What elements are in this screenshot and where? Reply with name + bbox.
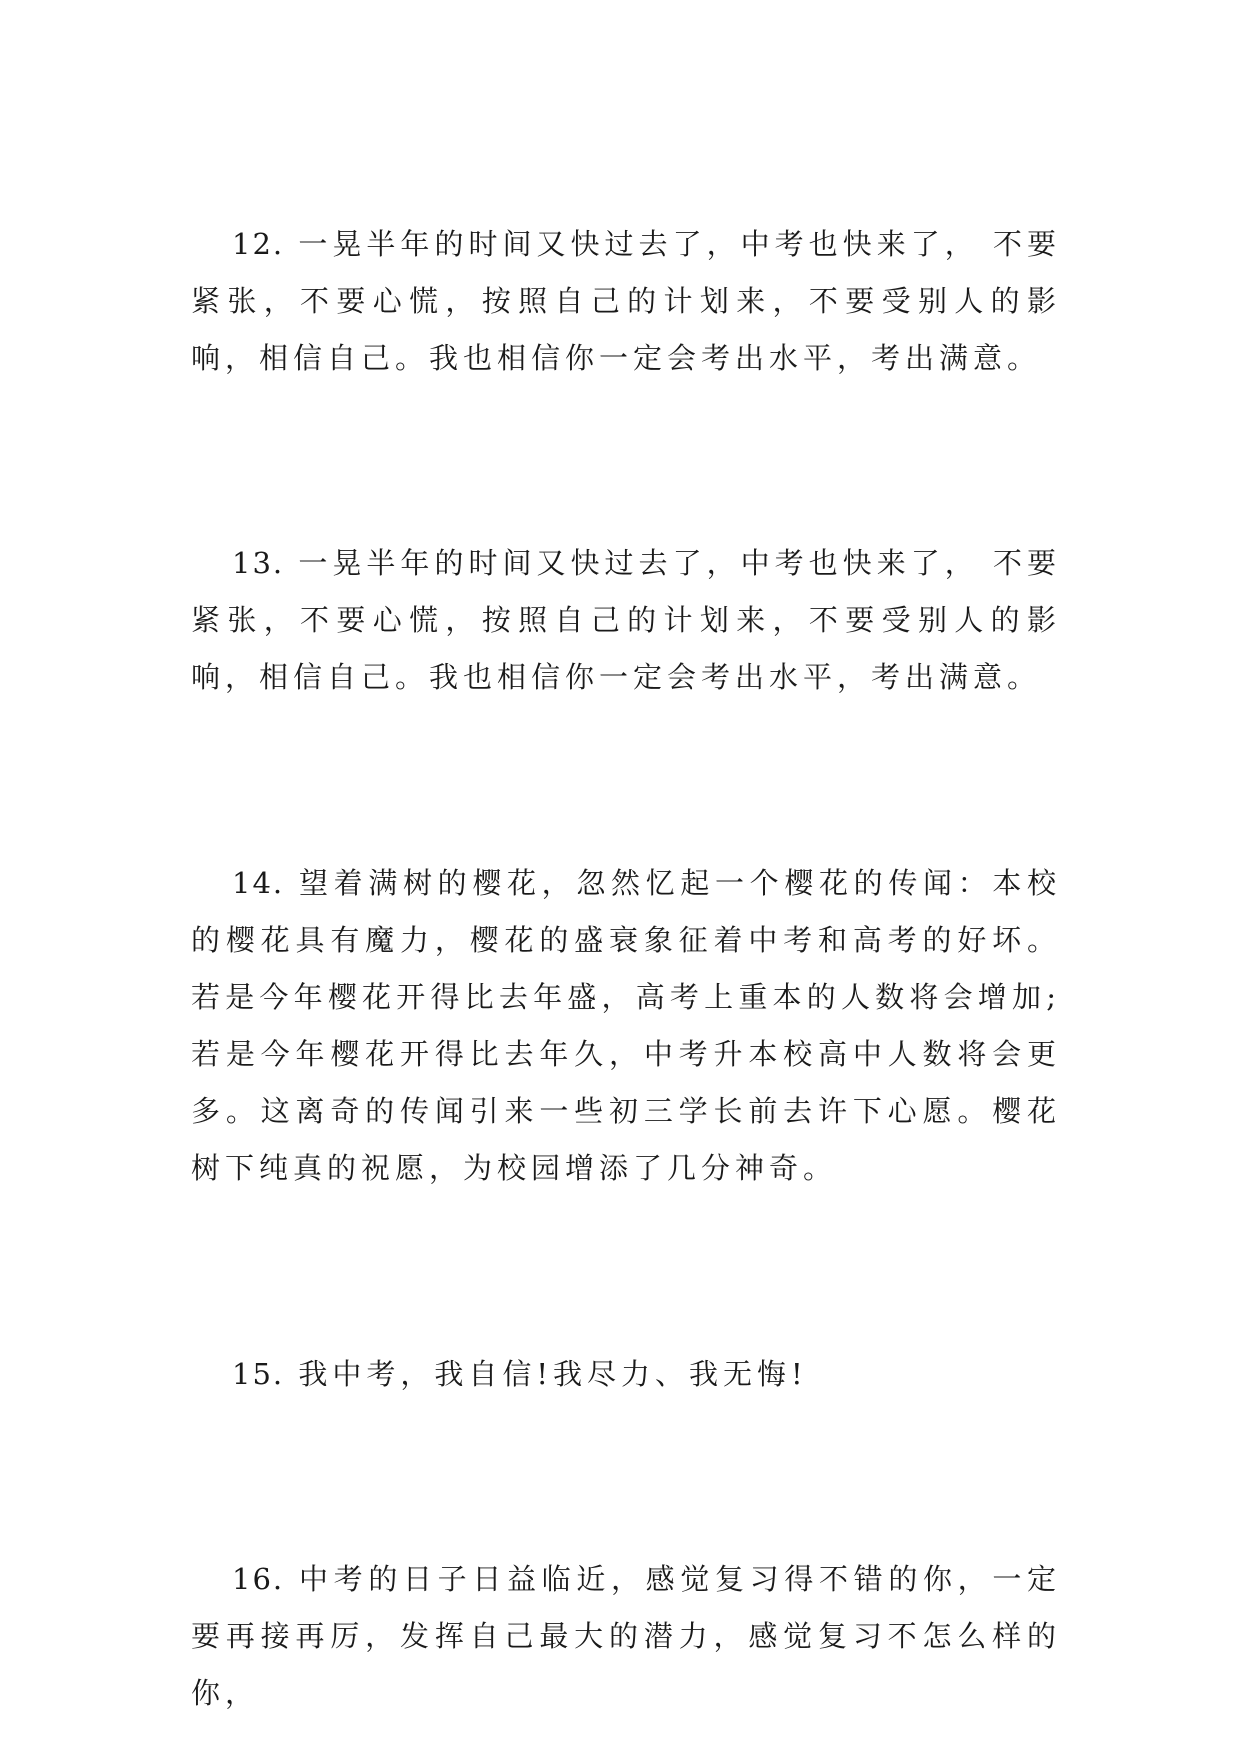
paragraph-15 [191, 1346, 1061, 1403]
paragraph-number: 15. [232, 1357, 285, 1391]
paragraph-text: 一晃半年的时间又快过去了，中考也快来了， 不要紧张，不要心慌，按照自己的计划来，不要受别人的影响，相信自己。我也相信你一定会考出水平，考出满意。 [191, 227, 1061, 375]
paragraph-number: 12. [232, 227, 285, 261]
paragraph-spacer [191, 1197, 1061, 1346]
paragraph-spacer [191, 1403, 1061, 1551]
paragraph-spacer [191, 706, 1061, 855]
paragraph-12 [191, 216, 1061, 387]
paragraph-number: 13. [232, 546, 285, 580]
paragraph-text: 望着满树的樱花，忽然忆起一个樱花的传闻：本校的樱花具有魔力，樱花的盛衰象征着中考和高考的好坏。若是今年樱花开得比去年盛，高考上重本的人数将会增加;若是今年樱花开得比去年久，中考升本校高中人数将会更多。这离奇的传闻引来一些初三学长前去许下心愿。樱花树下纯真的祝愿，为校园增添了几分神奇。 [191, 866, 1061, 1185]
document-body [191, 216, 1061, 1722]
paragraph-spacer [191, 387, 1061, 535]
paragraph-13 [191, 535, 1061, 706]
paragraph-text: 一晃半年的时间又快过去了，中考也快来了， 不要紧张，不要心慌，按照自己的计划来，不要受别人的影响，相信自己。我也相信你一定会考出水平，考出满意。 [191, 546, 1061, 694]
paragraph-text: 我中考，我自信!我尽力、我无悔! [298, 1357, 808, 1391]
paragraph-14 [191, 855, 1061, 1197]
paragraph-number: 14. [232, 866, 285, 900]
paragraph-number: 16. [232, 1562, 285, 1596]
paragraph-text: 中考的日子日益临近，感觉复习得不错的你，一定要再接再厉，发挥自己最大的潜力，感觉复习不怎么样的你， [191, 1562, 1061, 1710]
paragraph-16 [191, 1551, 1061, 1722]
